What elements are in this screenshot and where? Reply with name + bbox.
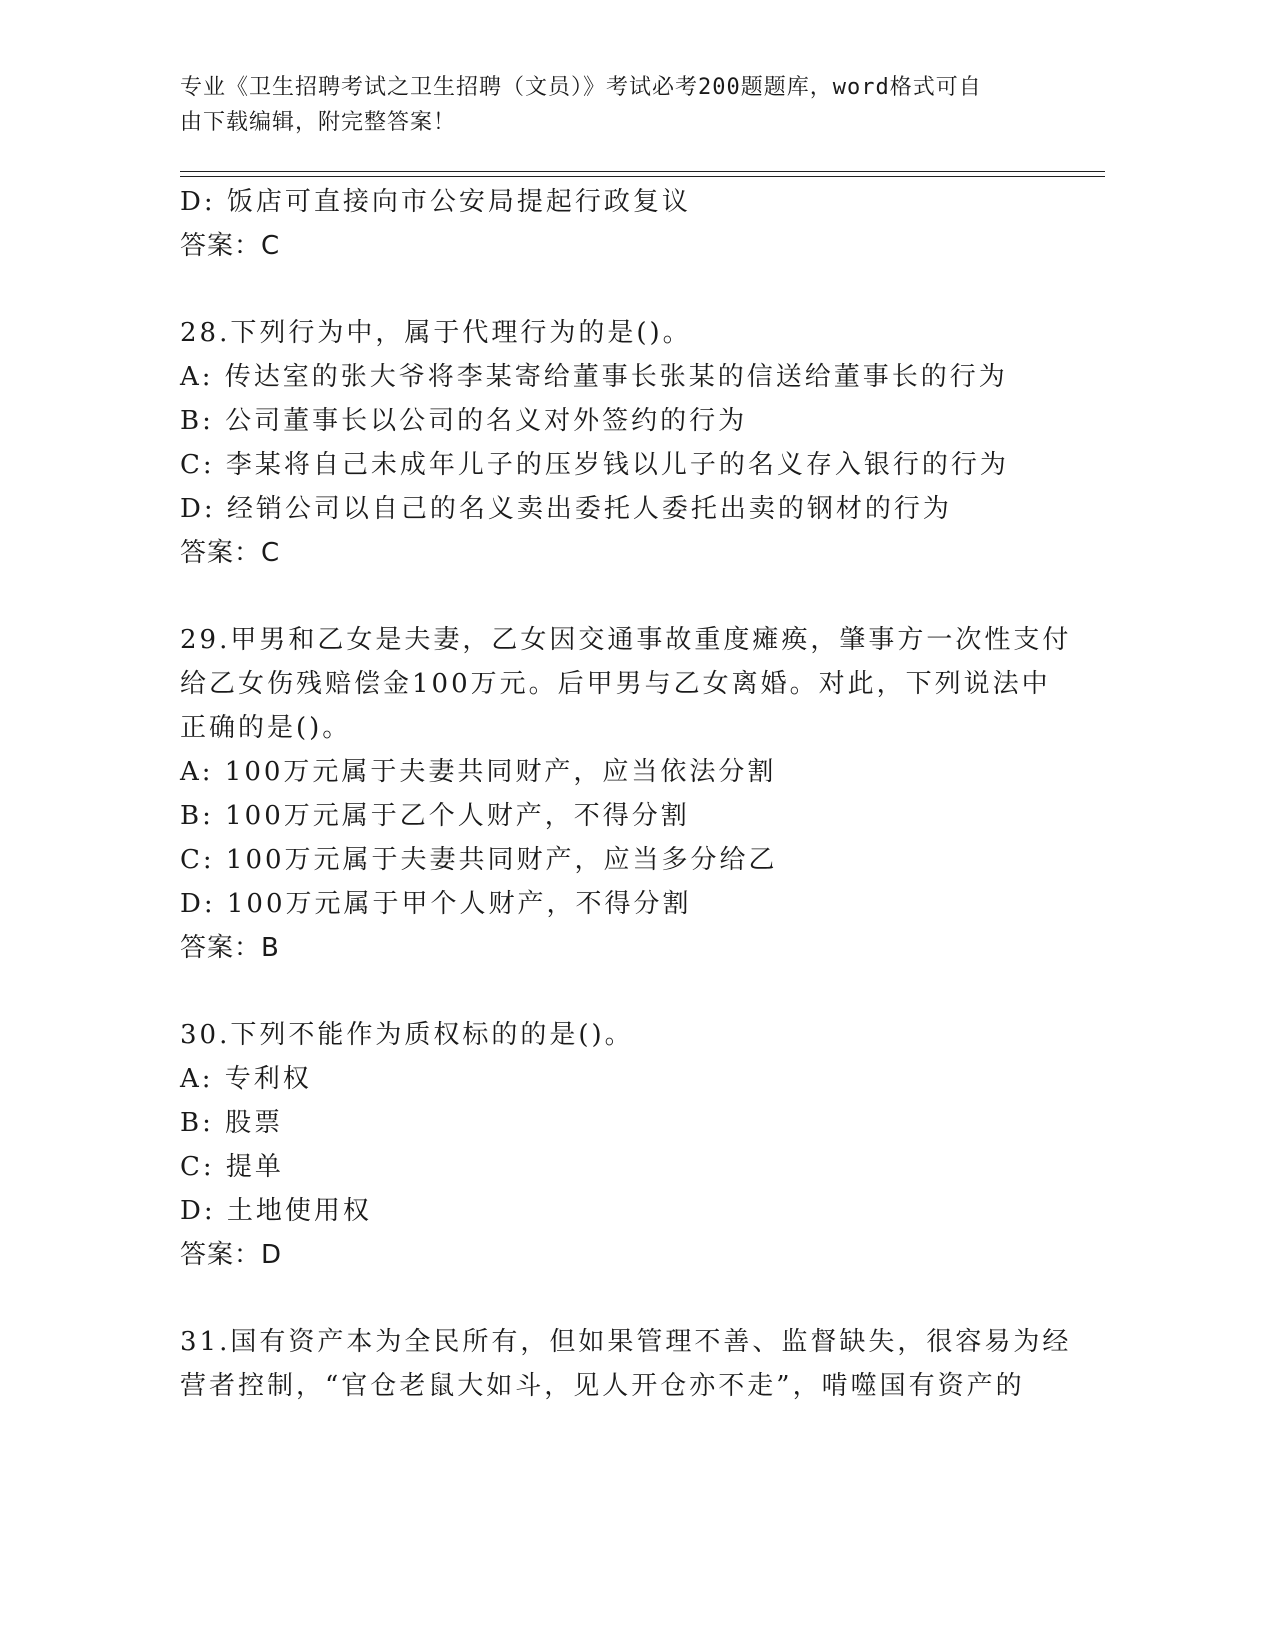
page-header [180, 70, 1050, 140]
option-b: B: 公司董事长以公司的名义对外签约的行为 [180, 406, 748, 436]
option-c: C: 李某将自己未成年儿子的压岁钱以儿子的名义存入银行的行为 [180, 450, 1009, 480]
question-stem: 30.下列不能作为质权标的的是()。 [180, 1020, 634, 1050]
header-line-1: 专业《卫生招聘考试之卫生招聘（文员）》考试必考200题题库，word格式可自 [180, 75, 982, 100]
option-d: D: 经销公司以自己的名义卖出委托人委托出卖的钢材的行为 [180, 494, 952, 524]
question-28 [180, 311, 1060, 575]
option-a: A: 传达室的张大爷将李某寄给董事长张某的信送给董事长的行为 [180, 362, 1008, 392]
question-stem-line-3: 正确的是()。 [180, 713, 352, 743]
option-b: B: 100万元属于乙个人财产，不得分割 [180, 801, 690, 831]
prev-option-d: D: 饭店可直接向市公安局提起行政复议 [180, 187, 691, 217]
question-stem: 28.下列行为中，属于代理行为的是()。 [180, 318, 692, 348]
question-31 [180, 1320, 1072, 1408]
option-d: D: 100万元属于甲个人财产，不得分割 [180, 889, 692, 919]
question-stem-line-2: 营者控制，“官仓老鼠大如斗，见人开仓亦不走”，啃噬国有资产的 [180, 1371, 1025, 1401]
answer: 答案：D [180, 1240, 283, 1270]
option-b: B: 股票 [180, 1108, 284, 1138]
header-line-2: 由下载编辑，附完整答案！ [180, 110, 457, 135]
question-30 [180, 1013, 1060, 1277]
question-stem-line-1: 31.国有资产本为全民所有，但如果管理不善、监督缺失，很容易为经 [180, 1327, 1072, 1357]
answer: 答案：C [180, 538, 281, 568]
question-29 [180, 618, 1072, 970]
spacer [180, 268, 1060, 311]
option-c: C: 提单 [180, 1152, 284, 1182]
option-c: C: 100万元属于夫妻共同财产，应当多分给乙 [180, 845, 778, 875]
header-divider-second [180, 176, 1105, 177]
question-content [180, 180, 1072, 1408]
option-a: A: 100万元属于夫妻共同财产，应当依法分割 [180, 757, 777, 787]
spacer [180, 970, 1060, 1013]
question-stem-line-1: 29.甲男和乙女是夫妻，乙女因交通事故重度瘫痪，肇事方一次性支付 [180, 625, 1072, 655]
prev-answer: 答案：C [180, 231, 281, 261]
option-a: A: 专利权 [180, 1064, 312, 1094]
answer: 答案：B [180, 933, 280, 963]
header-divider [180, 171, 1105, 172]
option-d: D: 土地使用权 [180, 1196, 372, 1226]
spacer [180, 1277, 1060, 1320]
question-stem-line-2: 给乙女伤残赔偿金100万元。后甲男与乙女离婚。对此，下列说法中 [180, 669, 1051, 699]
spacer [180, 575, 1060, 618]
